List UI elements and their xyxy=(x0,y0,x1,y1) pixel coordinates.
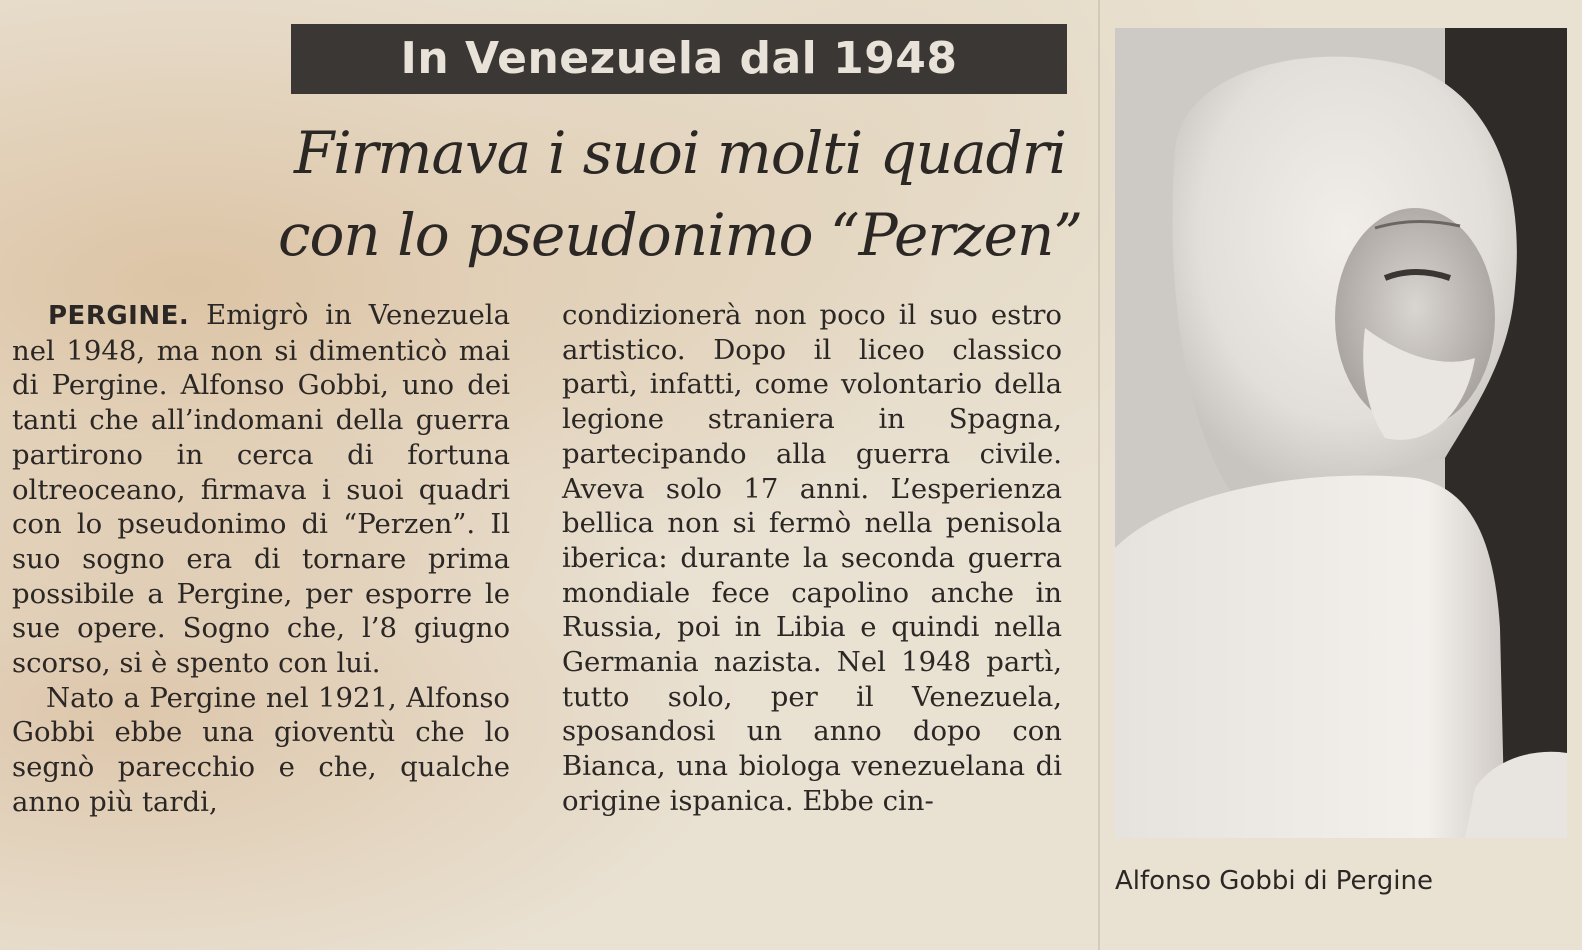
portrait-photo xyxy=(1115,28,1567,838)
article-paragraph-2-continued: condizionerà non poco il suo estro artistico. Dopo il liceo classico partì, infatti, come volontario della legione straniera in Spagna, partecipando alla guerra civile. Aveva solo 17 anni. L’esperienza bellica non si fermò nella penisola iberica: durante la seconda guerra mondiale fece capolino anche in Russia, poi in Libia e quindi nella Germania nazista. Nel 1948 partì, tutto solo, per il Venezuela, sposandosi un anno dopo con Bianca, una biologa venezuelana di origine ispanica. Ebbe cin- xyxy=(562,299,1062,817)
portrait-illustration xyxy=(1115,28,1567,838)
headline-line-2: con lo pseudonimo “Perzen” xyxy=(278,201,1082,269)
article-column-1 xyxy=(12,298,510,820)
headline-line-1: Firmava i suoi molti quadri xyxy=(293,119,1067,187)
headline xyxy=(270,112,1090,276)
article-paragraph-2: Nato a Pergine nel 1921, Alfonso Gobbi ebbe una gioventù che lo segnò parecchio e che, qualche anno più tardi, xyxy=(12,681,510,818)
article-column-2 xyxy=(562,298,1062,819)
article-paragraph-1 xyxy=(12,298,510,681)
paragraph-1-text: Emigrò in Venezuela nel 1948, ma non si dimenticò mai di Pergine. Alfonso Gobbi, uno dei tanti che all’indomani della guerra partirono in cerca di fortuna oltreoceano, firmava i suoi quadri con lo pseudonimo di “Perzen”. Il suo sogno era di tornare prima possibile a Pergine, per esporre le sue opere. Sogno che, l’8 giugno scorso, si è spento con lui. xyxy=(12,299,510,680)
dateline: PERGINE. xyxy=(48,301,190,331)
page-fold xyxy=(1098,0,1100,950)
kicker-banner: In Venezuela dal 1948 xyxy=(291,24,1067,94)
photo-caption: Alfonso Gobbi di Pergine xyxy=(1115,866,1433,896)
